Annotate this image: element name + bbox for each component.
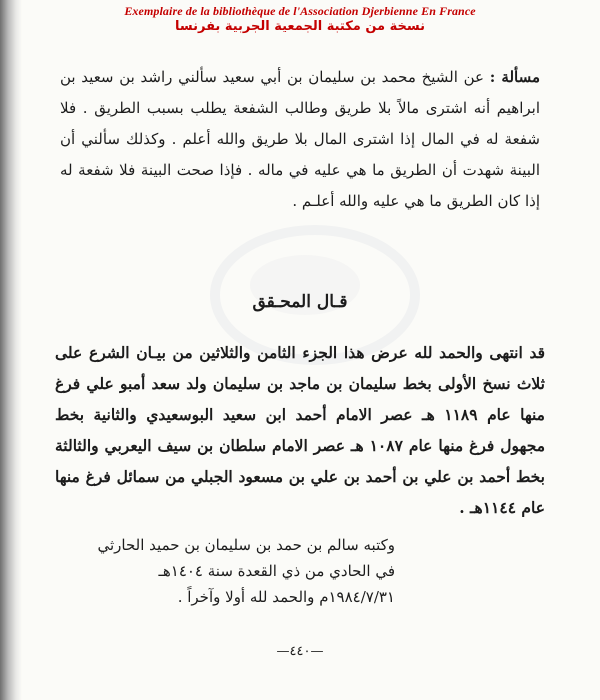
issue-label: مسألة : bbox=[489, 68, 540, 86]
colophon-paragraph: قد انتهى والحمد لله عرض هذا الجزء الثامن والثلاثين من بيـان الشرع على ثلاث نسخ الأولى بخط سليمان بن ماجد بن سليمان ولد سعد أمبو علي فرغ منها عام ١١٨٩ هـ عصر الامام أحمد ابن سعيد البوسعيدي والثانية بخط مجهول فرغ منها عام ١٠٨٧ هـ عصر الامام سلطان بن سيف اليعربي والثالثة بخط أحمد بن علي بن أحمد بن علي بن مسعود الجبلي من سمائل فرغ منها عام ١١٤٤هـ . bbox=[55, 343, 546, 517]
scan-shadow bbox=[0, 0, 22, 700]
section-heading: قـال المحـقق bbox=[252, 292, 348, 312]
signature-line-3: ١٩٨٤/٧/٣١م والحمد لله أولا وآخراً . bbox=[177, 588, 395, 606]
issue-paragraph bbox=[60, 62, 540, 217]
library-stamp-french: Exemplaire de la bibliothèque de l'Association Djerbienne En France bbox=[124, 4, 476, 18]
signature-line-2: في الحادي من ذي القعدة سنة ١٤٠٤هـ bbox=[158, 562, 395, 580]
library-stamp-arabic: نسخة من مكتبة الجمعية الجربية بفرنسا bbox=[175, 19, 425, 34]
signature-line-1: وكتبه سالم بن حمد بن سليمان بن حميد الحارثي bbox=[97, 536, 395, 554]
signature-block bbox=[75, 532, 395, 610]
page-number: —٤٤٠— bbox=[276, 644, 324, 659]
issue-text: عن الشيخ محمد بن سليمان بن أبي سعيد سألني راشد بن سعيد بن ابراهيم أنه اشترى مالاً بلا طريق وطالب الشفعة يطلب بسبب الطريق . فلا شفعة له في المال إذا اشترى المال بلا طريق والله أعلم . وكذلك سألني أن البينة شهدت أن الطريق ما هي عليه في ماله . فإذا صحت البينة فلا شفعة له إذا كان الطريق ما هي عليه والله أعلـم . bbox=[60, 68, 540, 210]
